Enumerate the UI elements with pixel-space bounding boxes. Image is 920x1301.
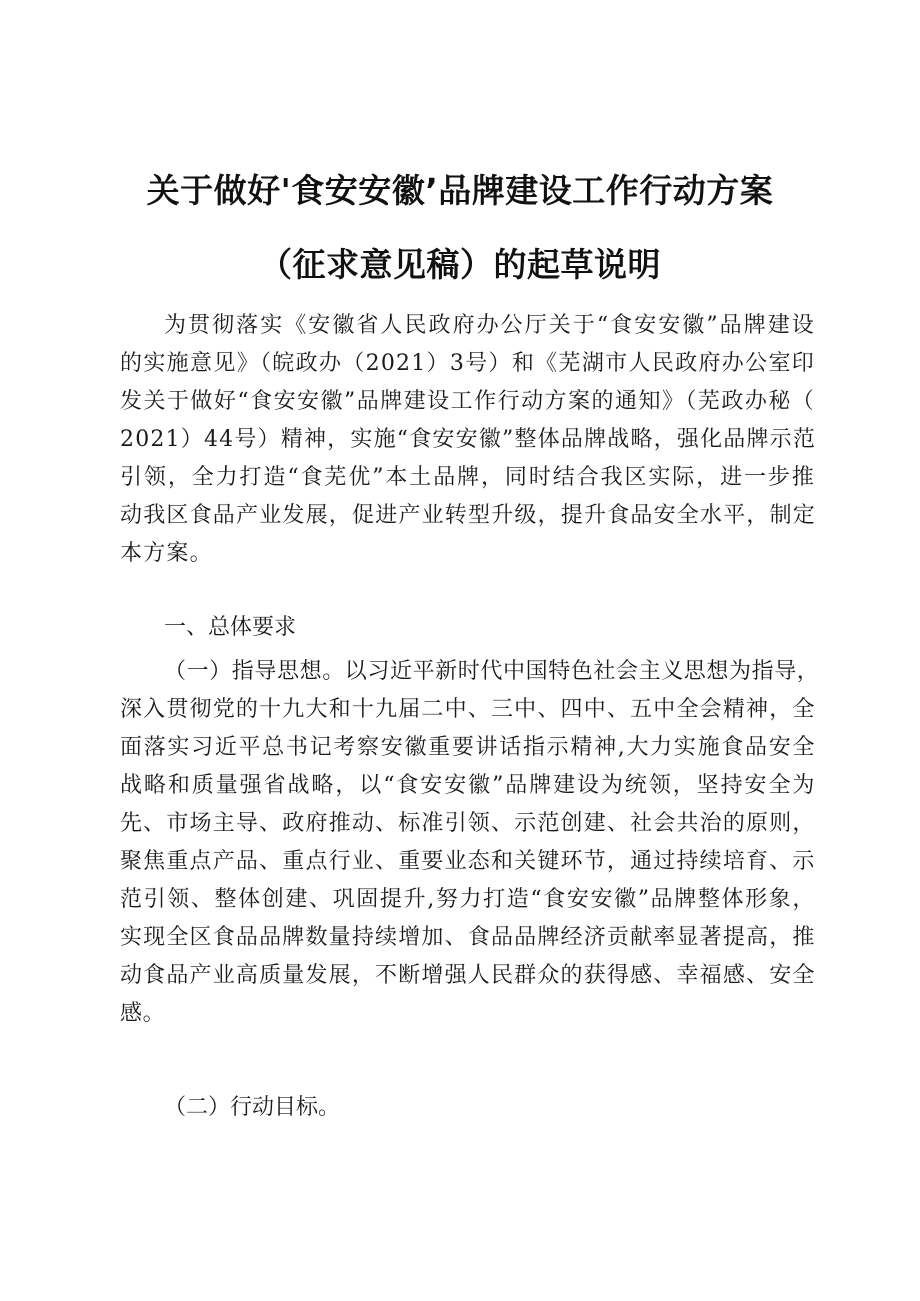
paragraph-line: 面落实习近平总书记考察安徽重要讲话指示精神,大力实施食品安全 xyxy=(120,735,815,760)
paragraph-line: 动我区食品产业发展，促进产业转型升级，提升食品安全水平，制定 xyxy=(120,503,817,528)
paragraph-line: 的实施意见》（皖政办（2021）3号）和《芜湖市人民政府办公室印 xyxy=(120,351,815,376)
paragraph-guiding-thought xyxy=(120,653,820,1033)
document-title-line-1: 关于做好'食安安徽’品牌建设工作行动方案 xyxy=(146,171,774,210)
subsection-heading: （二）行动目标。 xyxy=(164,1095,341,1120)
paragraph-intro xyxy=(120,307,815,573)
paragraph-line: 动食品产业高质量发展，不断增强人民群众的获得感、幸福感、安全 xyxy=(120,963,815,988)
document-title-line-2: （征求意见稿）的起草说明 xyxy=(259,245,661,284)
paragraph-line: 深入贯彻党的十九大和十九届二中、三中、四中、五中全会精神，全 xyxy=(120,697,815,722)
section-heading-general-requirements xyxy=(120,609,815,647)
paragraph-line: 发关于做好“食安安徽”品牌建设工作行动方案的通知》（芜政办秘（ xyxy=(120,389,815,414)
paragraph-line: 范引领、整体创建、巩固提升,努力打造“食安安徽”品牌整体形象， xyxy=(120,887,815,912)
paragraph-line: 战略和质量强省战略，以“食安安徽”品牌建设为统领，坚持安全为 xyxy=(120,773,815,798)
paragraph-line: 引领，全力打造“食芜优”本土品牌，同时结合我区实际，进一步推 xyxy=(120,465,815,490)
section-heading: 一、总体要求 xyxy=(164,615,297,640)
paragraph-line: 2021）44号）精神，实施“食安安徽”整体品牌战略，强化品牌示范 xyxy=(120,427,817,452)
paragraph-line: （一）指导思想。以习近平新时代中国特色社会主义思想为指导， xyxy=(164,659,820,684)
subsection-heading-action-goals xyxy=(120,1089,815,1127)
paragraph-line: 本方案。 xyxy=(120,541,213,566)
paragraph-line: 聚焦重点产品、重点行业、重要业态和关键环节，通过持续培育、示 xyxy=(120,849,815,874)
paragraph-line: 先、市场主导、政府推动、标准引领、示范创建、社会共治的原则， xyxy=(120,811,815,836)
paragraph-line: 实现全区食品品牌数量持续增加、食品品牌经济贡献率显著提高，推 xyxy=(120,925,815,950)
paragraph-line: 感。 xyxy=(120,1001,166,1026)
paragraph-line: 为贯彻落实《安徽省人民政府办公厅关于“食安安徽”品牌建设 xyxy=(164,313,815,338)
